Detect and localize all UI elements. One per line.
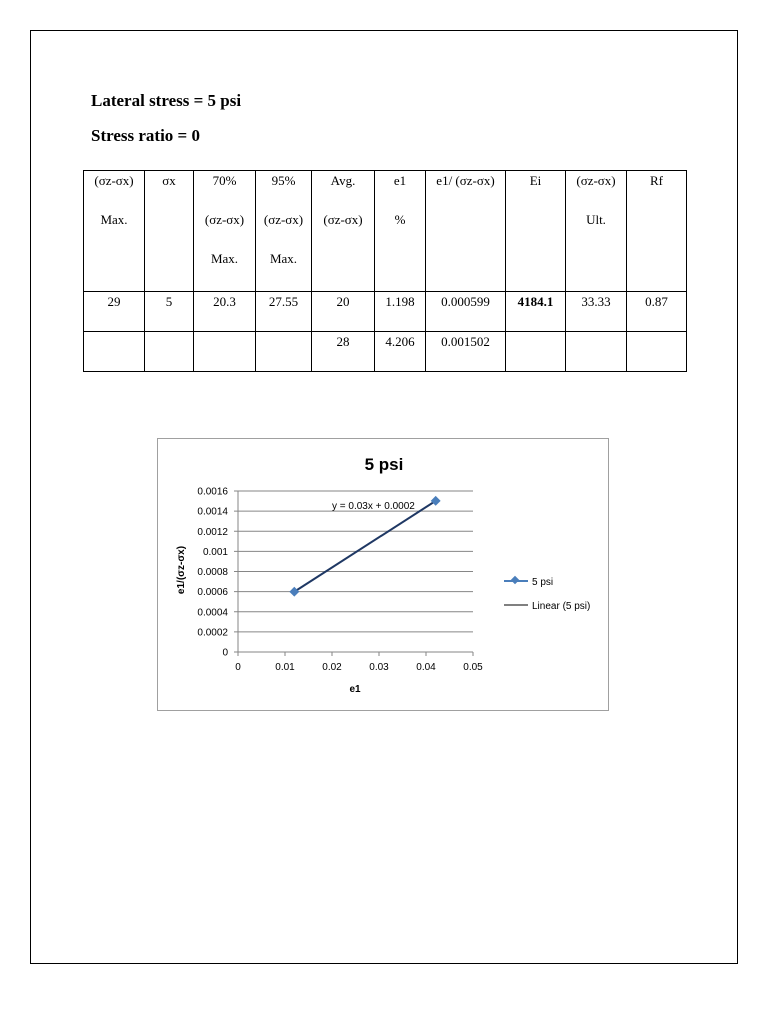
table-cell: 4.206 (375, 332, 426, 372)
col-header-line: (σz-σx) (576, 173, 616, 188)
col-header-line: (σz-σx) (263, 212, 304, 227)
col-header-line: Rf (650, 173, 663, 188)
y-tick-label: 0.0016 (197, 486, 228, 498)
col-header-line: 95% (271, 173, 296, 188)
trendline-equation: y = 0.03x + 0.0002 (332, 501, 415, 513)
table-header-row (84, 171, 687, 292)
col-header-line: e1 (393, 173, 407, 188)
x-axis-label: e1 (349, 684, 361, 695)
table-cell: 27.55 (256, 292, 312, 332)
col-header-avg (312, 171, 375, 292)
legend-trendline-label: Linear (5 psi) (532, 601, 591, 612)
table-cell (627, 332, 687, 372)
legend-series-label: 5 psi (532, 577, 554, 588)
y-tick-label: 0.0004 (197, 607, 228, 619)
data-point (289, 587, 299, 597)
y-tick-label: 0.001 (202, 546, 228, 558)
y-tick-label: 0 (222, 647, 228, 659)
col-header-rf (627, 171, 687, 292)
col-header-line: 70% (212, 173, 237, 188)
table-cell (566, 332, 627, 372)
legend (504, 576, 590, 612)
y-tick-label: 0.0012 (197, 526, 228, 538)
legend-series-marker (511, 576, 519, 584)
col-header-line: e1/ (σz-σx) (436, 173, 495, 188)
x-tick-label: 0.04 (416, 662, 436, 673)
table-row (84, 332, 687, 372)
chart-title: 5 psi (364, 455, 404, 474)
table-cell (194, 332, 256, 372)
x-tick-label: 0.03 (369, 662, 389, 673)
results-table (83, 170, 687, 372)
col-header-ei (506, 171, 566, 292)
col-header-line: Max. (100, 212, 128, 227)
col-header-line: % (394, 212, 406, 227)
col-header-line: (σz-σx) (323, 212, 363, 227)
y-tick-label: 0.0008 (197, 567, 228, 578)
col-header-line: Ei (529, 173, 542, 188)
table-cell: 20 (312, 292, 375, 332)
col-header-max (84, 171, 145, 292)
table-cell: 29 (84, 292, 145, 332)
col-header-e1 (375, 171, 426, 292)
table-cell: 5 (145, 292, 194, 332)
table-cell-ei: 4184.1 (506, 292, 566, 332)
scatter-chart (158, 439, 608, 710)
col-header-sigma-x (145, 171, 194, 292)
stress-ratio-heading: Stress ratio = 0 (91, 126, 200, 145)
table-cell: 0.000599 (426, 292, 506, 332)
col-header-95 (256, 171, 312, 292)
y-tick-label: 0.0002 (197, 627, 228, 639)
table-cell (506, 332, 566, 372)
table-cell (84, 332, 145, 372)
col-header-line: Avg. (330, 173, 356, 188)
lateral-stress-heading: Lateral stress = 5 psi (91, 91, 242, 110)
table-cell: 20.3 (194, 292, 256, 332)
col-header-70 (194, 171, 256, 292)
table-cell: 1.198 (375, 292, 426, 332)
x-tick-label: 0 (235, 662, 241, 673)
col-header-ult (566, 171, 627, 292)
trendline (294, 501, 435, 592)
data-point (431, 496, 441, 506)
chart-frame (157, 438, 609, 711)
x-tick-label: 0.02 (322, 662, 342, 673)
col-header-line: σx (162, 173, 176, 188)
x-tick-label: 0.05 (463, 662, 483, 673)
col-header-line: Max. (210, 251, 239, 266)
table-cell: 0.87 (627, 292, 687, 332)
col-header-line: Ult. (586, 212, 606, 227)
table-cell: 28 (312, 332, 375, 372)
table-cell (256, 332, 312, 372)
table-cell: 0.001502 (426, 332, 506, 372)
table-cell (145, 332, 194, 372)
col-header-e1-ratio (426, 171, 506, 292)
table-cell: 33.33 (566, 292, 627, 332)
y-tick-label: 0.0006 (197, 587, 228, 599)
y-tick-label: 0.0014 (197, 506, 228, 518)
x-tick-label: 0.01 (275, 662, 295, 673)
col-header-line: (σz-σx) (204, 212, 245, 227)
col-header-line: (σz-σx) (94, 173, 134, 188)
y-axis-label: e1/(σz-σx) (176, 545, 187, 595)
table-row (84, 292, 687, 332)
col-header-line: Max. (269, 251, 298, 266)
